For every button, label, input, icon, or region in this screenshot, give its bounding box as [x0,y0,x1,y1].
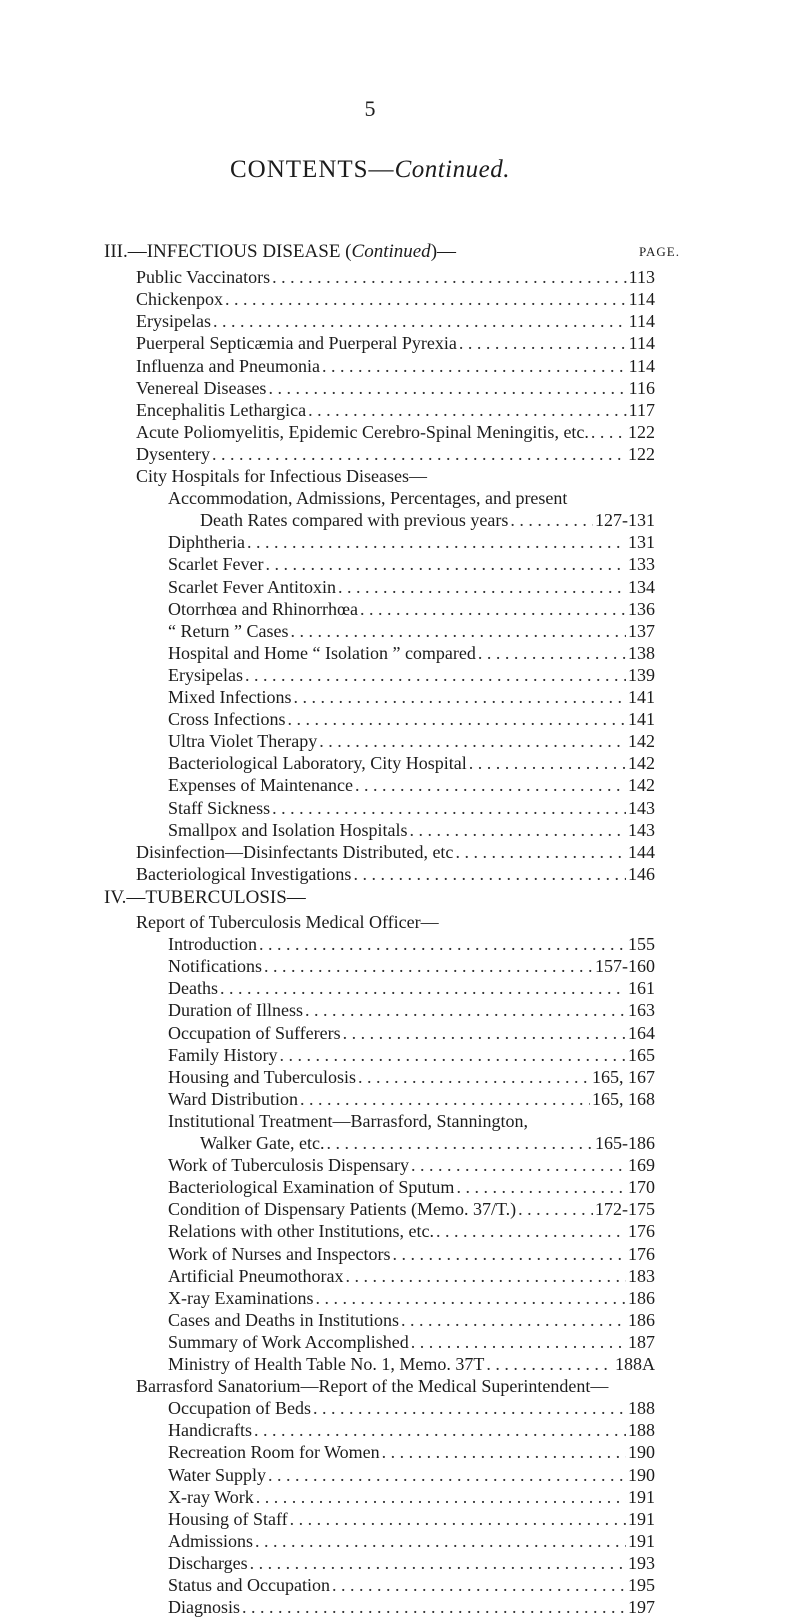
entry-page: 143 [628,819,655,840]
dot-leader [409,818,626,842]
entry-title: Public Vaccinators [136,267,271,288]
entry-title: Scarlet Fever Antitoxin [168,576,336,597]
entry-title: Ultra Violet Therapy [168,731,318,752]
dot-leader [411,1330,626,1354]
entry-page: 134 [628,576,655,597]
toc-entry [168,1440,655,1464]
subsection-heading: City Hospitals for Infectious Diseases— [136,466,427,486]
dot-leader [255,1529,626,1553]
toc-entry [168,1396,655,1420]
toc-entry [136,309,655,333]
entry-page: 142 [628,753,655,774]
toc-entry [136,398,655,422]
dot-leader [455,840,626,864]
entry-page: 138 [628,642,655,663]
toc-entry [168,619,655,643]
entry-title: Occupation of Sufferers [168,1022,341,1043]
entry-page: 142 [628,731,655,752]
entry-title: Recreation Room for Women [168,1442,380,1463]
entry-page: 188 [628,1420,655,1441]
entry-title: Ministry of Health Table No. 1, Memo. 37T [168,1354,485,1374]
entry-title: Diphtheria [168,532,245,553]
title-italic: Continued. [394,156,510,183]
dot-leader [265,552,626,576]
toc-entry [168,707,655,731]
entry-page: 191 [628,1486,655,1507]
entry-title: Disinfection—Disinfectants Distributed, etc [136,841,454,862]
entry-title: Cross Infections [168,709,286,730]
entry-title: Mixed Infections [168,687,292,707]
entry-title: Bacteriological Laboratory, City Hospital [168,753,467,774]
dot-leader [254,1418,626,1442]
dot-leader [319,729,626,753]
toc-entry [168,773,655,797]
entry-page: 137 [628,620,655,641]
dot-leader [353,862,626,886]
entry-title: Bacteriological Examination of Sputum [168,1177,455,1198]
entry-title: Admissions [168,1530,254,1551]
toc-entry [168,597,655,621]
entry-title: “ Return ” Cases [168,620,289,641]
entry-title: Chickenpox [136,289,223,310]
dot-leader [345,1264,626,1288]
toc-entry [136,420,655,444]
entry-title: Venereal Diseases [136,377,267,398]
entry-title: Handicrafts [168,1420,252,1441]
entry-page: 186 [628,1287,655,1308]
entry-title: X-ray Examinations [168,1287,314,1308]
entry-title: Notifications [168,956,262,977]
dot-leader [242,1595,626,1619]
entry-title: Death Rates compared with previous years [200,510,509,531]
entry-title: Family History [168,1044,278,1065]
toc-entry [168,1418,655,1442]
entry-page: 165 [628,1044,655,1065]
dot-leader [401,1308,626,1332]
toc-entry [168,1043,655,1067]
entry-page: 136 [628,598,655,619]
subsection-text: Institutional Treatment—Barrasford, Stannington, [168,1110,528,1131]
toc-entry [168,1485,655,1509]
dot-leader [591,420,626,444]
entry-page: 122 [628,421,655,442]
dot-leader [220,976,626,1000]
entry-page: 170 [628,1177,655,1198]
entry-title: Diagnosis [168,1597,240,1618]
dot-leader [305,998,626,1022]
entry-page: 161 [628,978,655,999]
dot-leader [308,398,627,422]
page-title [0,156,740,184]
dot-leader [469,751,626,775]
toc-entry [168,1219,655,1243]
section-heading-iii [104,240,456,264]
dot-leader [355,773,626,797]
entry-page: 139 [628,664,655,685]
toc-entry [168,1551,655,1575]
section-heading-iv: IV.—TUBERCULOSIS— [104,886,306,908]
title-main: CONTENTS— [230,156,395,183]
toc-entry [136,354,655,378]
dot-leader [287,707,626,731]
entry-page: 165, 168 [592,1088,655,1109]
entry-title: Work of Nurses and Inspectors [168,1243,391,1264]
toc-entry [200,508,655,532]
dot-leader [358,1065,590,1089]
dot-leader [411,1153,626,1177]
dot-leader [343,1021,626,1045]
entry-title: Expenses of Maintenance [168,775,353,796]
toc-entry [136,442,655,466]
dot-leader [212,442,626,466]
toc-entry [168,1507,655,1531]
entry-page: 169 [628,1155,655,1176]
toc-entry [168,1529,655,1553]
dot-leader [268,1463,626,1487]
toc-entry [136,376,655,400]
heading-italic: Continued [351,241,431,262]
entry-title: Deaths [168,978,218,999]
entry-page: 131 [628,532,655,553]
entry-title: Scarlet Fever [168,554,264,575]
toc-entry [168,954,655,978]
toc-entry [168,1242,655,1266]
page-number: 5 [364,96,376,121]
subsection-heading: Barrasford Sanatorium—Report of the Medical Superintendent— [136,1376,609,1397]
entry-page: 163 [628,1000,655,1021]
dot-leader [213,309,627,333]
entry-title: X-ray Work [168,1486,254,1507]
entry-title: Housing and Tuberculosis [168,1066,357,1087]
heading-prefix: III.—INFECTIOUS DISEASE ( [104,241,352,262]
dot-leader [436,1219,626,1243]
entry-page: 187 [628,1331,655,1352]
dot-leader [332,1573,626,1597]
dot-leader [315,1286,626,1310]
dot-leader [268,376,626,400]
toc-entry [168,1065,655,1089]
dot-leader [326,1131,593,1155]
toc-entry [168,530,655,554]
entry-page: 165-186 [595,1133,655,1153]
subsection-heading: Report of Tuberculosis Medical Officer— [136,912,439,932]
subsection-text: Accommodation, Admissions, Percentages, and present [168,488,568,509]
heading-suffix: )— [430,241,457,262]
entry-page: 127-131 [595,510,655,531]
toc-entry [168,1573,655,1597]
entry-page: 141 [628,687,655,707]
entry-page: 190 [628,1442,655,1463]
entry-title: Smallpox and Isolation Hospitals [168,819,408,840]
dot-leader [510,508,593,532]
dot-leader [290,619,626,643]
entry-page: 186 [628,1309,655,1330]
dot-leader [280,1043,626,1067]
toc-entry [168,1197,655,1221]
entry-page: 113 [628,267,655,288]
entry-page: 197 [628,1597,655,1618]
entry-title: Erysipelas [136,311,211,332]
toc-entry [168,685,655,709]
entry-title: Puerperal Septicæmia and Puerperal Pyrexia [136,333,457,354]
entry-page: 116 [628,377,655,398]
entry-title: Summary of Work Accomplished [168,1331,409,1352]
dot-leader [360,597,626,621]
dot-leader [518,1197,593,1221]
entry-title: Erysipelas [168,664,243,685]
dot-leader [264,954,593,978]
entry-page: 188A [615,1354,655,1374]
entry-page: 195 [628,1575,655,1595]
entry-title: Duration of Illness [168,1000,303,1021]
toc-entry [168,998,655,1022]
entry-page: 188 [628,1398,655,1419]
toc-entry [168,1153,655,1177]
toc-entry [168,1264,655,1288]
dot-leader [290,1507,626,1531]
toc-entry [168,1308,655,1332]
dot-leader [456,1175,626,1199]
entry-title: Water Supply [168,1464,267,1485]
entry-page: 117 [628,399,655,420]
entry-title: Housing of Staff [168,1508,288,1529]
dot-leader [322,354,627,378]
entry-page: 165, 167 [592,1066,655,1087]
toc-entry [168,575,655,599]
entry-page: 176 [628,1243,655,1264]
dot-leader [250,1551,626,1575]
toc-entry [168,976,655,1000]
toc-entry [136,840,655,864]
dot-leader [245,663,626,687]
entry-page: 142 [628,775,655,796]
entry-page: 114 [628,333,655,354]
dot-leader [259,932,626,956]
dot-leader [382,1440,626,1464]
toc-entry [168,796,655,820]
entry-page: 190 [628,1464,655,1485]
toc-entry [136,287,655,311]
entry-title: Dysentery [136,443,210,464]
toc-entry [168,1463,655,1487]
entry-page: 146 [628,863,655,884]
toc-entry [168,641,655,665]
entry-page: 144 [628,841,655,862]
entry-page: 176 [628,1221,655,1242]
entry-page: 114 [628,355,655,376]
entry-page: 191 [628,1508,655,1529]
entry-page: 193 [628,1552,655,1573]
entry-title: Condition of Dispensary Patients (Memo. 37/T.) [168,1199,517,1220]
entry-title: Otorrhœa and Rhinorrhœa [168,598,358,619]
toc-entry [168,1352,655,1376]
toc-entry [168,663,655,687]
toc-entry [168,552,655,576]
entry-page: 172-175 [595,1199,655,1220]
entry-title: Introduction [168,934,257,955]
dot-leader [393,1242,627,1266]
entry-page: 114 [628,289,655,310]
entry-title: Encephalitis Lethargica [136,399,307,420]
dot-leader [313,1396,626,1420]
toc-entry [168,932,655,956]
entry-page: 122 [628,443,655,464]
entry-page: 155 [628,934,655,955]
entry-title: Walker Gate, etc. [200,1133,325,1153]
entry-page: 143 [628,797,655,818]
entry-title: Bacteriological Investigations [136,863,352,884]
toc-entry [168,1087,655,1111]
entry-title: Work of Tuberculosis Dispensary [168,1155,410,1176]
entry-page: 157-160 [595,956,655,977]
dot-leader [459,331,627,355]
entry-title: Influenza and Pneumonia [136,355,320,376]
entry-title: Discharges [168,1552,248,1573]
entry-title: Cases and Deaths in Institutions [168,1309,399,1330]
dot-leader [272,796,626,820]
dot-leader [338,575,626,599]
entry-page: 183 [628,1265,655,1286]
toc-entry [168,1021,655,1045]
entry-title: Status and Occupation [168,1575,330,1595]
toc-entry [168,818,655,842]
entry-title: Hospital and Home “ Isolation ” compared [168,642,476,663]
page-column-label: PAGE. [638,244,680,259]
toc-entry [136,265,655,289]
toc-entry [168,1175,655,1199]
toc-entry [168,729,655,753]
toc-entry [168,1330,655,1354]
toc-entry [136,331,655,355]
toc-entry [168,751,655,775]
entry-page: 114 [628,311,655,332]
dot-leader [478,641,626,665]
entry-title: Ward Distribution [168,1088,299,1109]
dot-leader [272,265,627,289]
dot-leader [247,530,626,554]
entry-page: 191 [628,1530,655,1551]
toc-entry [168,1595,655,1619]
toc-entry [168,1286,655,1310]
toc-entry [200,1131,655,1155]
dot-leader [293,685,626,709]
dot-leader [300,1087,590,1111]
dot-leader [256,1485,626,1509]
entry-page: 133 [628,554,655,575]
dot-leader [225,287,627,311]
entry-title: Relations with other Institutions, etc. [168,1221,434,1242]
entry-title: Acute Poliomyelitis, Epidemic Cerebro-Spinal Meningitis, etc. [136,421,589,442]
entry-title: Occupation of Beds [168,1398,311,1419]
entry-title: Artificial Pneumothorax [168,1265,344,1286]
entry-page: 164 [628,1022,655,1043]
entry-page: 141 [628,709,655,730]
entry-title: Staff Sickness [168,797,271,818]
toc-entry [136,862,655,886]
dot-leader [486,1352,613,1376]
